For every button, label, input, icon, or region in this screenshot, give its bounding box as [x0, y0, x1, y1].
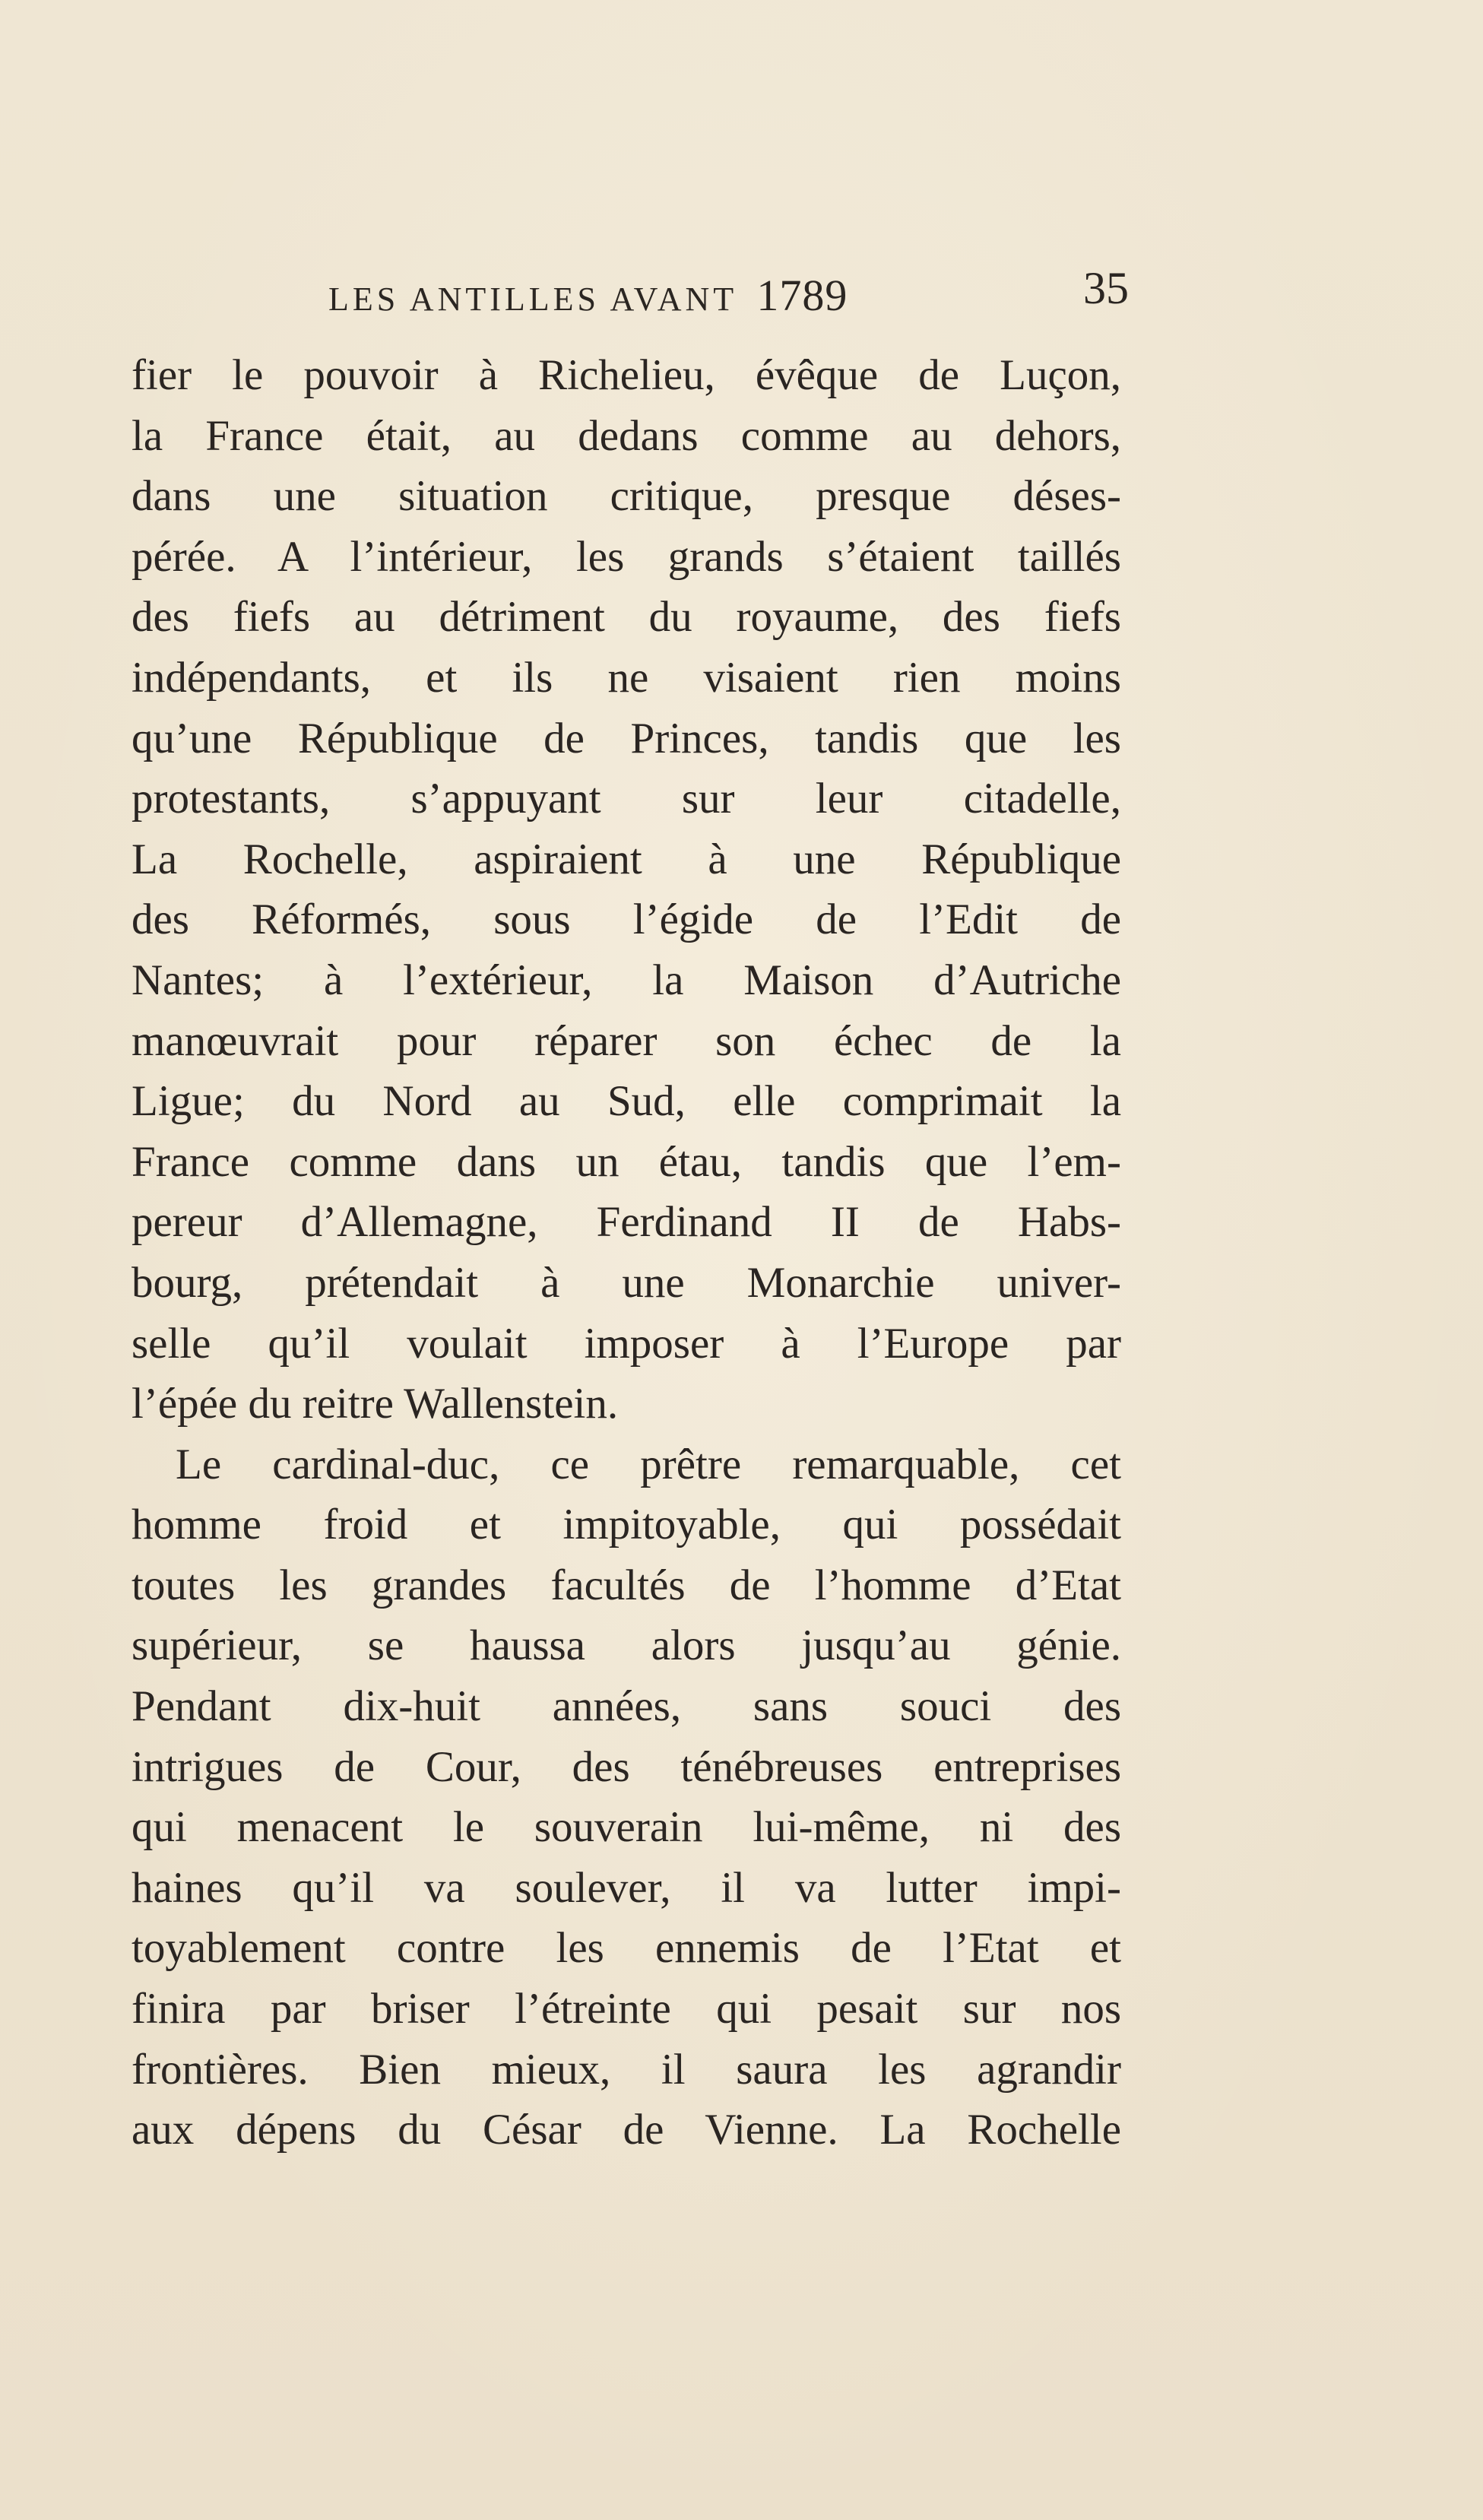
running-title-year: 1789: [756, 271, 848, 320]
text-line: homme froid et impitoyable, qui possédait: [132, 1501, 1121, 1549]
text-line: la France était, au dedans comme au dehors,: [132, 411, 1121, 460]
text-line: toutes les grandes facultés de l’homme d’Etat: [132, 1561, 1121, 1609]
text-line: des Réformés, sous l’égide de l’Edit de: [132, 895, 1121, 944]
text-line: toyablement contre les ennemis de l’Etat et: [132, 1924, 1121, 1973]
text-line: fier le pouvoir à Richelieu, évêque de Luçon,: [132, 351, 1121, 399]
text-line: l’épée du reitre Wallenstein.: [132, 1380, 619, 1428]
paragraph: [132, 345, 1121, 1434]
running-title: [328, 270, 848, 321]
text-line: supérieur, se haussa alors jusqu’au génie.: [132, 1621, 1121, 1670]
text-line: selle qu’il voulait imposer à l’Europe par: [132, 1319, 1121, 1368]
text-line: bourg, prétendait à une Monarchie univer-: [132, 1258, 1121, 1307]
body-text: [132, 345, 1121, 2160]
text-line: qui menacent le souverain lui-même, ni des: [132, 1803, 1121, 1852]
text-line: dans une situation critique, presque déses-: [132, 472, 1121, 521]
text-line: intrigues de Cour, des ténébreuses entreprises: [132, 1742, 1121, 1791]
text-line: haines qu’il va soulever, il va lutter impi-: [132, 1863, 1121, 1912]
text-line: frontières. Bien mieux, il saura les agrandir: [132, 2045, 1121, 2094]
text-line: Ligue; du Nord au Sud, elle comprimait la: [132, 1077, 1121, 1126]
text-line: finira par briser l’étreinte qui pesait sur nos: [132, 1985, 1121, 2033]
text-line: manœuvrait pour réparer son échec de la: [132, 1016, 1121, 1065]
text-line: indépendants, et ils ne visaient rien moins: [132, 653, 1121, 702]
text-line: La Rochelle, aspiraient à une République: [132, 835, 1121, 883]
text-line: qu’une République de Princes, tandis que les: [132, 714, 1121, 762]
text-line: Nantes; à l’extérieur, la Maison d’Autriche: [132, 956, 1121, 1004]
text-line: aux dépens du César de Vienne. La Rochelle: [132, 2106, 1121, 2154]
paragraph: [132, 1434, 1121, 2160]
text-line: protestants, s’appuyant sur leur citadelle,: [132, 775, 1121, 823]
text-line: des fiefs au détriment du royaume, des fiefs: [132, 593, 1121, 642]
page-number: 35: [1083, 263, 1129, 313]
running-title-text: LES ANTILLES AVANT: [328, 281, 737, 318]
text-line: Le cardinal-duc, ce prêtre remarquable, cet: [176, 1440, 1121, 1488]
text-line: France comme dans un étau, tandis que l’em-: [132, 1137, 1121, 1186]
text-line: Pendant dix-huit années, sans souci des: [132, 1682, 1121, 1731]
text-line: pérée. A l’intérieur, les grands s’étaient taillés: [132, 532, 1121, 581]
text-line: pereur d’Allemagne, Ferdinand II de Habs-: [132, 1198, 1121, 1247]
page-header: [281, 262, 1129, 331]
